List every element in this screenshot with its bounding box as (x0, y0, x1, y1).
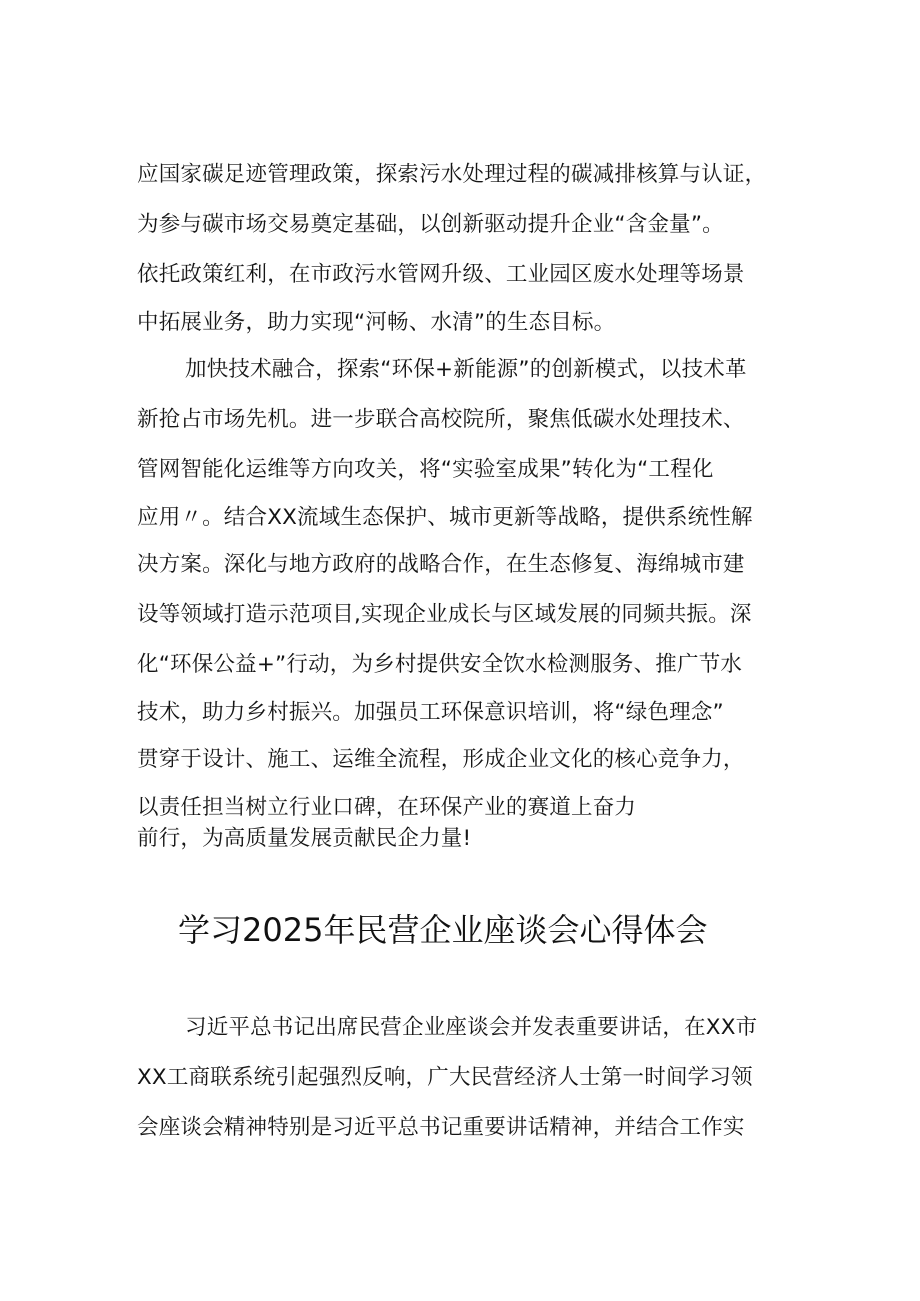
body-text-line: 会座谈会精神特别是习近平总书记重要讲话精神，并结合工作实 (137, 1115, 745, 1140)
paragraph-first-line: 习近平总书记出席民营企业座谈会并发表重要讲话，在XX市 (185, 1015, 758, 1040)
body-text-line: 以责任担当树立行业口碑，在环保产业的赛道上奋力 (137, 795, 637, 820)
body-text-line: 依托政策红利，在市政污水管网升级、工业园区废水处理等场景 (137, 262, 745, 287)
body-text-line: 中拓展业务，助力实现“河畅、水清”的生态目标。 (137, 310, 616, 335)
body-text-line: 前行，为高质量发展贡献民企力量! (137, 826, 472, 851)
body-text-line: 管网智能化运维等方向攻关，将“实验室成果”转化为“工程化 (137, 457, 714, 482)
body-text-line: 新抢占市场先机。进一步联合高校院所，聚焦低碳水处理技术、 (137, 407, 745, 432)
body-text-line: 化“环保公益+”行动，为乡村提供安全饮水检测服务、推广节水 (137, 652, 743, 677)
body-text-line: 应用〃。结合XX流域生态保护、城市更新等战略，提供系统性解 (137, 505, 753, 530)
body-text-line: 为参与碳市场交易奠定基础，以创新驱动提升企业“含金量”。 (137, 212, 724, 237)
body-text-line: 决方案。深化与地方政府的战略合作，在生态修复、海绵城市建 (137, 552, 745, 577)
body-text-line: XX工商联系统引起强烈反响，广大民营经济人士第一时间学习领 (137, 1065, 753, 1090)
body-text-line: 技术，助力乡村振兴。加强员工环保意识培训，将“绿色理念” (137, 700, 724, 725)
section-title: 学习2025年民营企业座谈会心得体会 (178, 911, 708, 949)
body-text-line: 设等领域打造示范项目,实现企业成长与区域发展的同频共振。深 (137, 602, 752, 627)
paragraph-first-line: 加快技术融合，探索“环保+新能源”的创新模式，以技术革 (185, 357, 747, 382)
body-text-line: 贯穿于设计、施工、运维全流程，形成企业文化的核心竞争力， (137, 747, 745, 772)
body-text-line: 应国家碳足迹管理政策，探索污水处理过程的碳减排核算与认证， (137, 162, 767, 187)
